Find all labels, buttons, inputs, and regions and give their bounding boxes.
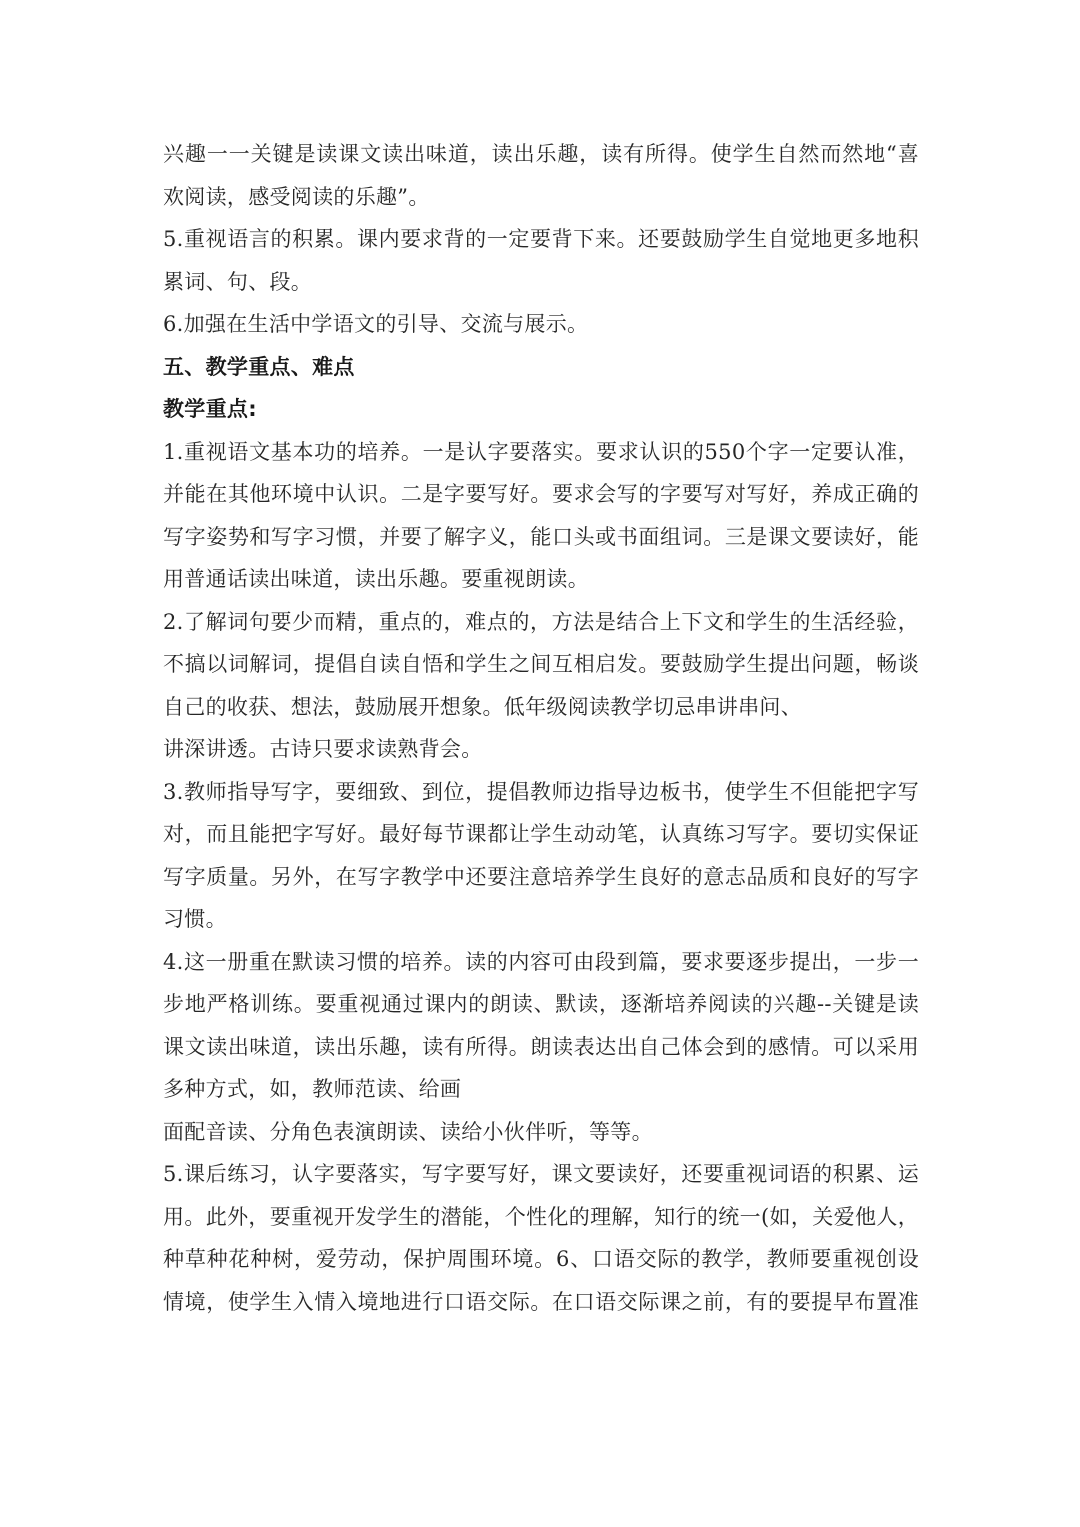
text-line: 2.了解词句要少而精，重点的，难点的，方法是结合上下文和学生的生活经验， [163, 609, 919, 634]
text-line: 种草种花种树，爱劳动，保护周围环境。6、口语交际的教学，教师要重视创设 [163, 1247, 919, 1271]
text-line: 写字姿势和写字习惯，并要了解字义，能口头或书面组词。三是课文要读好，能 [163, 524, 919, 549]
section-heading: 教学重点: [163, 397, 257, 421]
text-line: 累词、句、段。 [163, 269, 313, 294]
section-heading: 五、教学重点、难点 [163, 354, 355, 379]
text-line: 6.加强在生活中学语文的引导、交流与展示。 [163, 312, 589, 336]
text-line: 用普通话读出味道，读出乐趣。要重视朗读。 [163, 567, 589, 591]
text-line: 情境，使学生入情入境地进行口语交际。在口语交际课之前，有的要提早布置准 [163, 1289, 919, 1314]
text-line: 步地严格训练。要重视通过课内的朗读、默读，逐渐培养阅读的兴趣--关键是读 [163, 992, 919, 1016]
text-line: 欢阅读，感受阅读的乐趣”。 [163, 184, 430, 209]
document-body [163, 133, 919, 1323]
text-line: 面配音读、分角色表演朗读、读给小伙伴听，等等。 [163, 1119, 653, 1144]
text-line: 1.重视语文基本功的培养。一是认字要落实。要求认识的550个字一定要认准， [163, 439, 919, 464]
text-line: 不搞以词解词，提倡自读自悟和学生之间互相启发。要鼓励学生提出问题，畅谈 [163, 652, 919, 676]
text-line: 兴趣一一关键是读课文读出味道，读出乐趣，读有所得。使学生自然而然地“喜 [163, 142, 919, 166]
text-line: 习惯。 [163, 907, 227, 931]
text-line: 5.课后练习，认字要落实，写字要写好，课文要读好，还要重视词语的积累、运 [163, 1162, 919, 1186]
text-line: 课文读出味道，读出乐趣，读有所得。朗读表达出自己体会到的感情。可以采用 [163, 1034, 919, 1059]
text-line: 并能在其他环境中认识。二是字要写好。要求会写的字要写对写好，养成正确的 [163, 482, 919, 506]
text-line: 讲深讲透。古诗只要求读熟背会。 [163, 737, 483, 761]
text-line: 4.这一册重在默读习惯的培养。读的内容可由段到篇，要求要逐步提出，一步一 [163, 949, 919, 974]
text-line: 对，而且能把字写好。最好每节课都让学生动动笔，认真练习写字。要切实保证 [163, 822, 919, 846]
text-line: 用。此外，要重视开发学生的潜能，个性化的理解，知行的统一(如，关爱他人， [163, 1204, 919, 1229]
text-line: 多种方式，如，教师范读、给画 [163, 1077, 462, 1101]
text-line: 5.重视语言的积累。课内要求背的一定要背下来。还要鼓励学生自觉地更多地积 [163, 227, 919, 251]
text-line: 写字质量。另外，在写字教学中还要注意培养学生良好的意志品质和良好的写字 [163, 864, 919, 889]
text-line: 3.教师指导写字，要细致、到位，提倡教师边指导边板书，使学生不但能把字写 [163, 779, 919, 804]
text-line: 自己的收获、想法，鼓励展开想象。低年级阅读教学切忌串讲串问、 [163, 694, 802, 719]
